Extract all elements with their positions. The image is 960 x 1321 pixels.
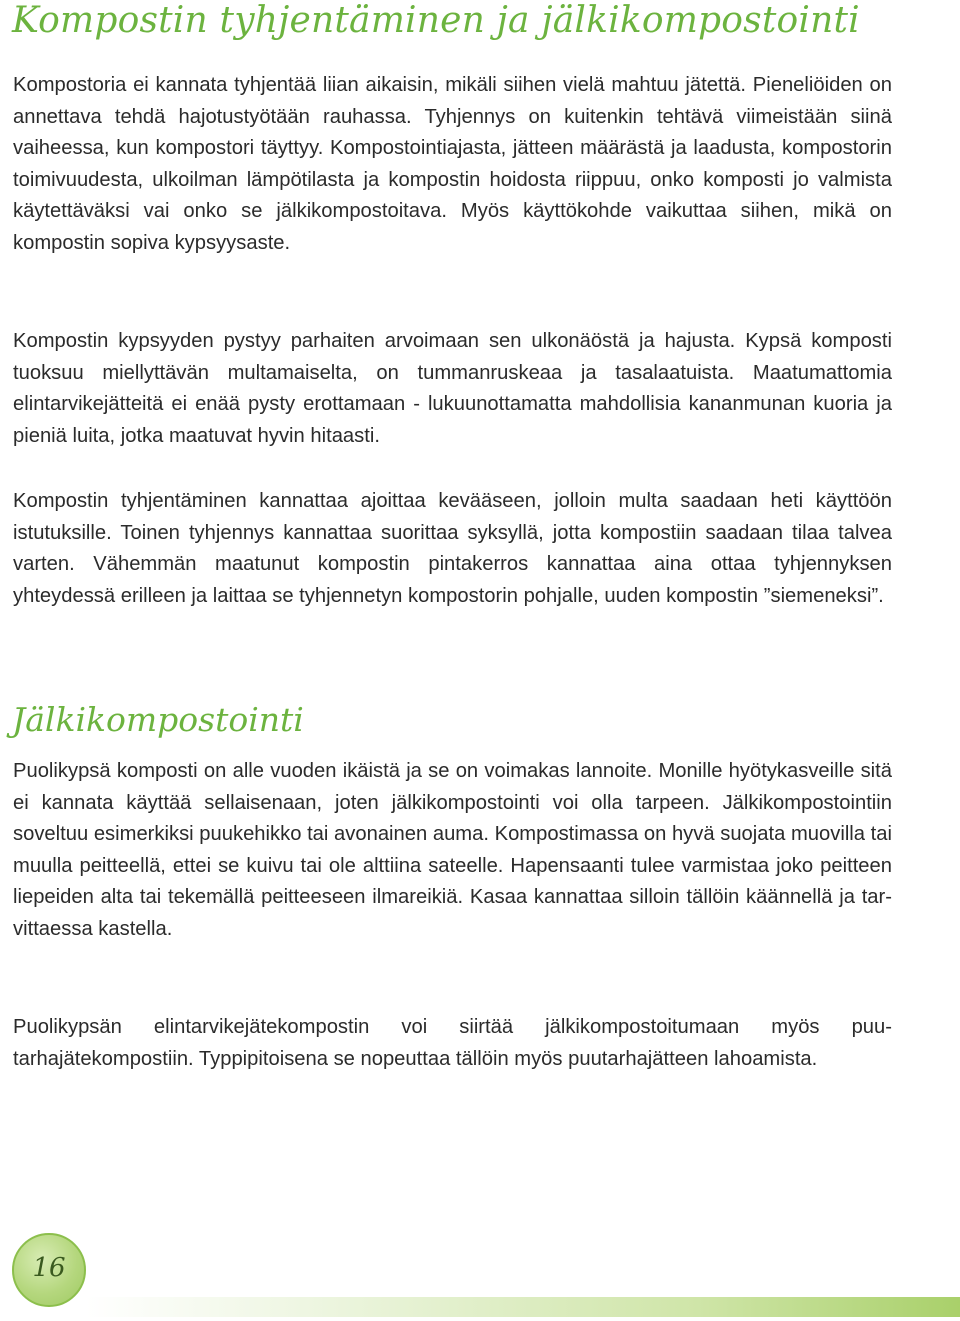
page-number-badge — [12, 1233, 86, 1307]
paragraph-maturity-assessment: Kompostin kypsyyden pystyy parhaiten arvoimaan sen ulkonäöstä ja hajusta. Kypsä komposti tuoksuu miellyttävän multamaiselta, on tummanruskeaa ja tasalaatuista. Maatumattomia elintarvikejätteitä ei enää pysty erottamaan - lukuunottamatta mahdollisia kananmunan kuoria ja pieniä luita, jotka maatuvat hyvin hitaasti. — [13, 330, 892, 447]
paragraph-post-composting: Puolikypsä komposti on alle vuoden ikäistä ja se on voimakas lannoite. Monille hyötykasveille sitä ei kannata käyttää sellaisenaan, joten jälkikompostointi voi olla tarpeen. Jälkikompostointiin soveltuu esimerkiksi puukehikko tai avonainen auma. Kompostimassa on hyvä suojata muovilla tai muulla peitteellä, ettei se kuivu tai ole alttiina sateelle. Hapensaanti tulee varmistaa joko peitteen liepeiden alta tai tekemällä peitteeseen ilmareikiä. Kasaa kannattaa silloin tällöin käännellä ja tarvittaessa kastella. — [13, 760, 892, 940]
page-number: 16 — [32, 1253, 66, 1283]
footer-gradient-stripe — [86, 1297, 960, 1317]
paragraph-emptying-season: Kompostin tyhjentäminen kannattaa ajoittaa kevääseen, jolloin multa saadaan heti käyttöön istutuksille. Toinen tyhjennys kannattaa suorittaa syksyllä, jotta kompostiin saadaan tilaa talvea varten. Vähemmän maatunut kompostin pintakerros kannattaa aina ottaa tyhjennyksen yhteydessä erilleen ja laittaa se tyhjennetyn kompostorin pohjalle, uuden kompostin ”siemeneksi”. — [13, 490, 892, 607]
section-title: Jälkikompostointi — [12, 700, 304, 739]
paragraph-emptying-timing: Kompostoria ei kannata tyhjentää liian aikaisin, mikäli siihen vielä mahtuu jätettä. Pieneliöiden on annettava tehdä hajotustyötään rauhassa. Tyhjennys on kuitenkin tehtävä viimeistään siinä vaiheessa, kun kompostori täyttyy. Kompostointiajasta, jätteen määrästä ja laadusta, kompostorin toimivuudesta, ulkoilman lämpötilasta ja kompostin hoidosta riippuu, onko komposti jo valmista käytettäväksi vai onko se jälkikompostoitava. Myös käyttökohde vaikuttaa siihen, mikä on kompostin sopiva kypsyysaste. — [13, 74, 892, 254]
paragraph-garden-compost-transfer: Puolikypsän elintarvikejätekompostin voi siirtää jälkikompostoitumaan myös puutarhajätekompostiin. Typpipitoisena se nopeuttaa tällöin myös puutarhajätteen lahoamista. — [13, 1016, 892, 1070]
page-title: Kompostin tyhjentäminen ja jälkikompostointi — [12, 0, 860, 41]
